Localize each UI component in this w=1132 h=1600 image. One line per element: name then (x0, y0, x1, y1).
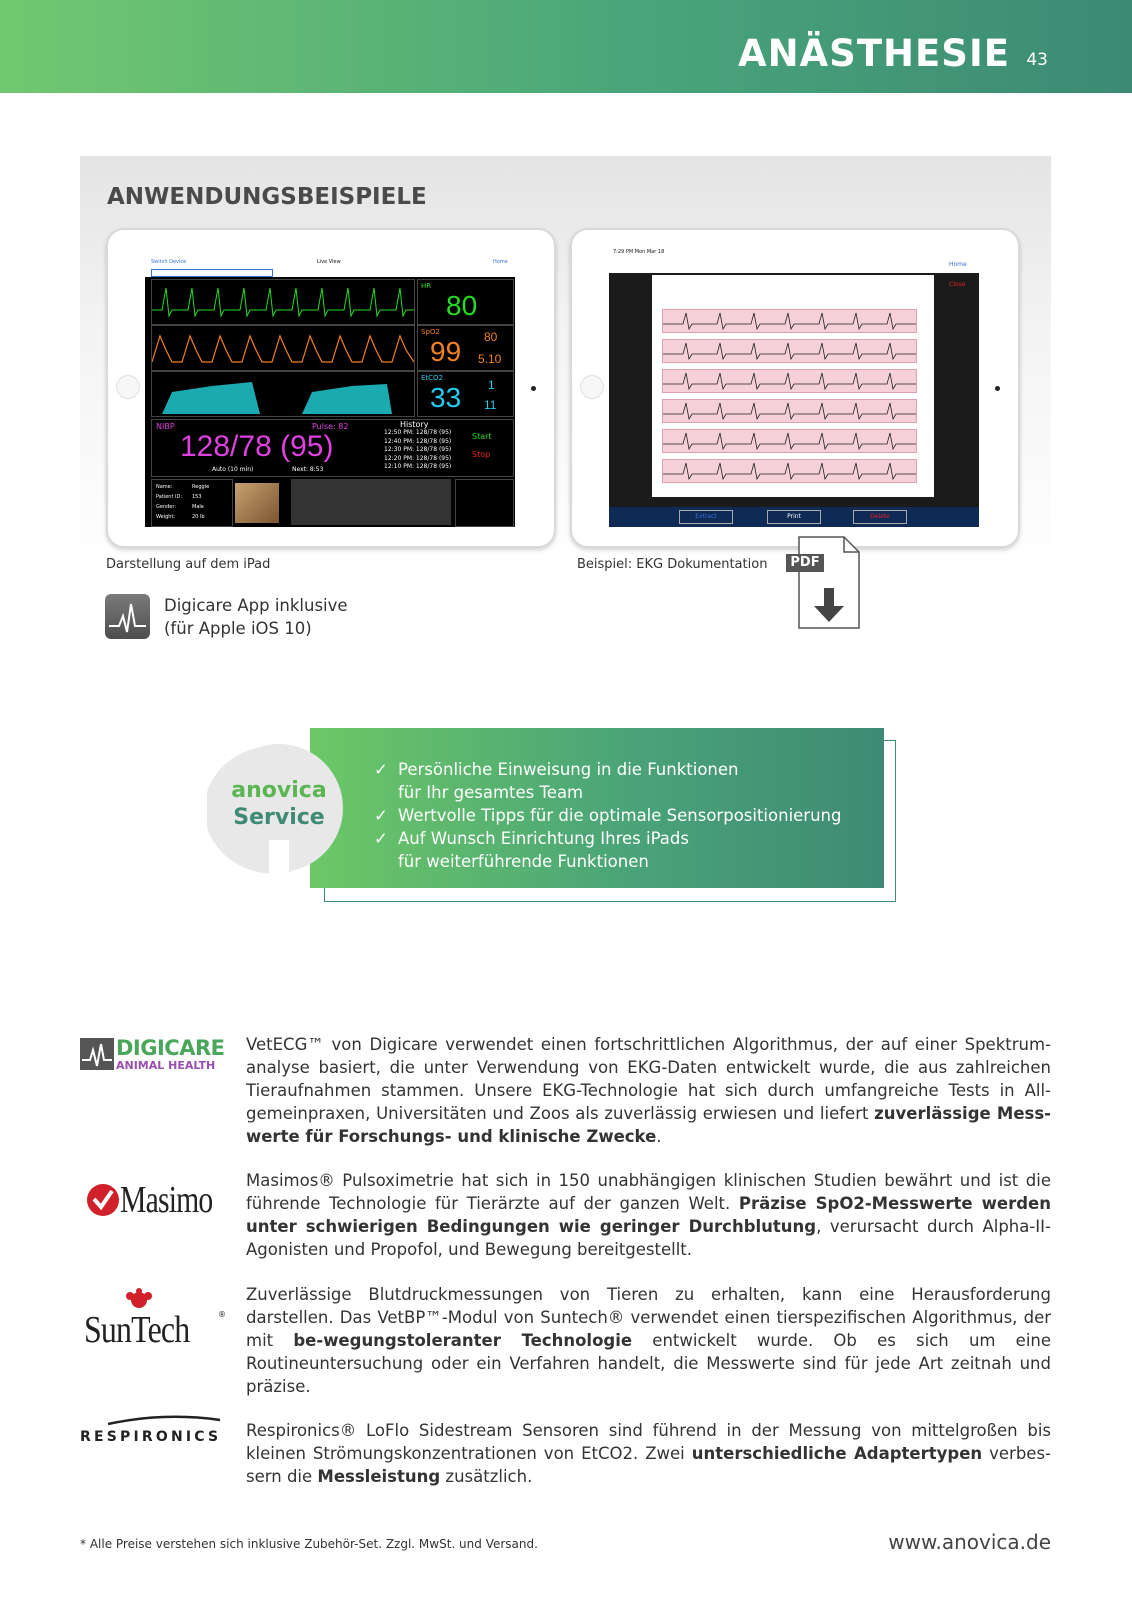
rr-small-value: 1 (488, 378, 495, 392)
service-item-line (374, 781, 841, 804)
masimo-text-1: Masimos® Pulsoximetrie hat sich in 150 unabhängigen klinischen Studien bewährt und ist die führende Technologie für Tierärzte auf der ganzen Welt. (246, 1171, 1051, 1213)
device-status-box (455, 479, 514, 527)
pulse-label: Pulse: 82 (312, 422, 349, 431)
notes-box (291, 479, 451, 525)
ekg-close-link[interactable]: Close (949, 281, 966, 288)
service-list (374, 758, 841, 873)
history-label: History (400, 420, 429, 429)
digicare-text-1: VetECG™ von Digicare verwendet einen fortschrittlichen Algorithmus, der auf einer Spektrum-analyse basiert, die unter Verwendung von EKG-Daten entwickelt wurde, die aus zahlreichen Tieraufnahmen stammen. Unsere EKG-Technologie hat sich durch umfangreiche Tests in All-gemeinpraxen, Universitäten und Zoos als zuverlässig erwiesen und liefert (246, 1035, 1051, 1123)
suntech-logo (80, 1288, 226, 1354)
nibp-label: NIBP (156, 422, 175, 431)
respironics-logo (80, 1414, 226, 1454)
ekg-strip (662, 309, 917, 333)
start-button[interactable]: Start (472, 432, 492, 441)
history-entry: 12:10 PM: 128/78 (95) (384, 463, 452, 470)
masimo-bold-1: Präzise SpO2-Messwerte werden unter schwierigen Bedingungen wie geringer Durchblutung (246, 1194, 1051, 1236)
check-icon: ✓ (374, 806, 388, 825)
camera-icon (995, 386, 1000, 391)
history-list (384, 429, 451, 472)
masimo-logo-text: Masimo (120, 1179, 213, 1221)
suntech-text-2: entwickelt wurde. Ob es sich um eine Routineuntersuchung oder ein Verfahren handelt, die Messwerte sind für jede Art zeitnah und präzise. (246, 1331, 1052, 1396)
patient-row-key: Weight: (156, 514, 176, 520)
history-entry: 12:30 PM: 128/78 (95) (384, 446, 452, 453)
pulse-small-value: 80 (484, 330, 498, 344)
ekg-report (652, 275, 934, 497)
ekg-strip (662, 399, 917, 423)
app-info-line2: (für Apple iOS 10) (164, 619, 312, 638)
patient-row (156, 484, 209, 490)
ipad-live-view (106, 228, 556, 548)
pdf-label: PDF (786, 554, 824, 572)
digicare-text-2: . (656, 1127, 662, 1146)
etco2-box (417, 371, 514, 417)
digicare-logo (80, 1036, 226, 1096)
co2-trace (151, 371, 415, 417)
next-measurement: Next: 8:53 (292, 466, 324, 473)
patient-row (156, 514, 205, 520)
monitor-screen (145, 247, 515, 527)
live-view-title: Live View (317, 259, 341, 265)
hr-value: 80 (446, 290, 478, 321)
patient-row (156, 504, 204, 510)
history-entry: 12:50 PM: 128/78 (95) (384, 429, 452, 436)
service-item-line (374, 827, 841, 850)
suntech-description (246, 1283, 1051, 1398)
nibp-value: 128/78 (95) (180, 430, 334, 463)
ipad-ekg-view (570, 228, 1020, 548)
etco2-label: EtCO2 (421, 374, 444, 382)
suntech-logo-reg: ® (218, 1310, 226, 1319)
spo2-label: SpO2 (421, 328, 440, 336)
ecg-wave-svg (152, 280, 414, 324)
camera-icon (531, 386, 536, 391)
co2-wave-svg (152, 372, 414, 416)
switch-device-link[interactable]: Switch Device (151, 259, 187, 265)
patient-row-key: Name: (156, 484, 173, 490)
patient-row-value: Reggie (192, 484, 210, 490)
spo2-trace (151, 325, 415, 371)
service-logo (214, 777, 344, 831)
service-item-text: Persönliche Einweisung in die Funktionen (398, 760, 739, 779)
service-item-text: Auf Wunsch Einrichtung Ihres iPads (398, 829, 689, 848)
page-header (0, 0, 1132, 93)
pi-small-value: 5.10 (478, 352, 502, 366)
digicare-logo-bottom: ANIMAL HEALTH (116, 1059, 216, 1072)
digicare-logo-top: DIGICARE (116, 1036, 225, 1060)
caption-ipad: Darstellung auf dem iPad (106, 557, 271, 572)
print-button[interactable]: Print (767, 510, 821, 524)
hr-label: HR (421, 282, 432, 290)
respironics-text-3: zusätzlich. (440, 1467, 533, 1486)
spo2-box (417, 325, 514, 371)
ekg-home-link[interactable]: Home (949, 261, 967, 268)
masimo-description (246, 1169, 1051, 1261)
website-link[interactable]: www.anovica.de (888, 1530, 1051, 1554)
ekg-strip (662, 339, 917, 363)
examples-title: ANWENDUNGSBEISPIELE (107, 184, 427, 210)
ekg-strip (662, 459, 917, 483)
digicare-logo-icon (80, 1038, 114, 1070)
pdf-download-icon[interactable] (798, 536, 860, 629)
patient-row-value: 20 lb (192, 514, 205, 520)
history-entry: 12:40 PM: 128/78 (95) (384, 437, 452, 445)
digicare-bold-1: zuverlässige Mess-werte für Forschungs- und klinische Zwecke (246, 1104, 1051, 1146)
home-link[interactable]: Home (493, 259, 508, 265)
check-icon: ✓ (374, 829, 388, 848)
stop-button[interactable]: Stop (472, 450, 491, 459)
suntech-bold-1: be-wegungstoleranter Technologie (293, 1331, 633, 1350)
history-entry: 12:20 PM: 128/78 (95) (384, 454, 452, 462)
service-item-line (374, 758, 841, 781)
service-logo-line1: anovica (231, 778, 327, 803)
respironics-logo-text: RESPIRONICS (80, 1429, 222, 1445)
page-number: 43 (1026, 50, 1048, 70)
masimo-text-2: , verursacht durch Alpha-II-Agonisten und Propofol, und Bewegung bereitgestellt. (246, 1217, 1051, 1259)
respironics-text-1: Respironics® LoFlo Sidestream Sensoren sind führend in der Messung von mittelgroßen bis kleinen Strömungskonzentrationen von EtCO2. Zwei (246, 1421, 1051, 1463)
masimo-logo-icon (86, 1183, 120, 1217)
home-button-icon (580, 375, 604, 399)
ins-small-value: 11 (484, 398, 497, 412)
masimo-logo (80, 1178, 226, 1238)
patient-info (151, 479, 233, 527)
ecg-trace (151, 279, 415, 325)
respironics-text-2: verbes-sern die (246, 1444, 1052, 1486)
ekg-strip (662, 369, 917, 393)
suntech-logo-text: SunTech (84, 1309, 190, 1351)
respironics-bold-1: unterschiedliche Adaptertypen (691, 1444, 983, 1463)
patient-row-value: Male (192, 504, 204, 510)
examples-panel (80, 156, 1051, 574)
pleth-wave-svg (152, 326, 414, 370)
auto-interval: Auto (10 min) (212, 466, 254, 473)
service-item-text: Wertvolle Tipps für die optimale Sensorpositionierung (398, 806, 842, 825)
patient-row-key: Gender: (156, 504, 177, 510)
check-icon: ✓ (374, 760, 388, 779)
patient-row (156, 494, 202, 500)
hr-box (417, 279, 514, 325)
service-item-line (374, 850, 841, 873)
app-info (164, 594, 348, 640)
service-logo-line2: Service (233, 805, 325, 830)
suntech-text-1: Zuverlässige Blutdruckmessungen von Tieren zu erhalten, kann eine Herausforderung darstellen. Das VetBP™-Modul von Suntech® verwendet einen tierspezifischen Algorithmus, der mit (246, 1285, 1051, 1350)
monitor-topbar (145, 247, 515, 277)
section-title: ANÄSTHESIE (737, 32, 1010, 75)
ekg-screen (609, 247, 979, 527)
extract-button[interactable]: Extract (679, 510, 733, 524)
home-button-icon (116, 375, 140, 399)
caption-ekg: Beispiel: EKG Dokumentation (577, 557, 768, 572)
service-item-text: für weiterführende Funktionen (398, 852, 649, 871)
respironics-bold-2: Messleistung (317, 1467, 441, 1486)
ekg-time: 7:29 PM Mon Mar 18 (613, 249, 665, 255)
respironics-description (246, 1419, 1051, 1488)
ekg-topbar (609, 247, 979, 273)
service-item-text: für Ihr gesamtes Team (398, 783, 584, 802)
patient-photo (235, 483, 279, 523)
digicare-app-icon (105, 594, 150, 639)
nibp-box (151, 419, 514, 477)
patient-row-key: Patient ID: (156, 494, 183, 500)
tab-bar[interactable] (151, 269, 273, 277)
respironics-logo-swoosh (106, 1414, 222, 1426)
ekg-strip (662, 429, 917, 453)
digicare-description (246, 1033, 1051, 1148)
delete-button[interactable]: Delete (853, 510, 907, 524)
price-footnote: * Alle Preise verstehen sich inklusive Zubehör-Set. Zzgl. MwSt. und Versand. (80, 1537, 538, 1551)
service-item-line (374, 804, 841, 827)
patient-row-value: 153 (192, 494, 202, 500)
etco2-value: 33 (430, 382, 462, 413)
spo2-value: 99 (430, 336, 462, 367)
app-info-line1: Digicare App inklusive (164, 596, 348, 615)
